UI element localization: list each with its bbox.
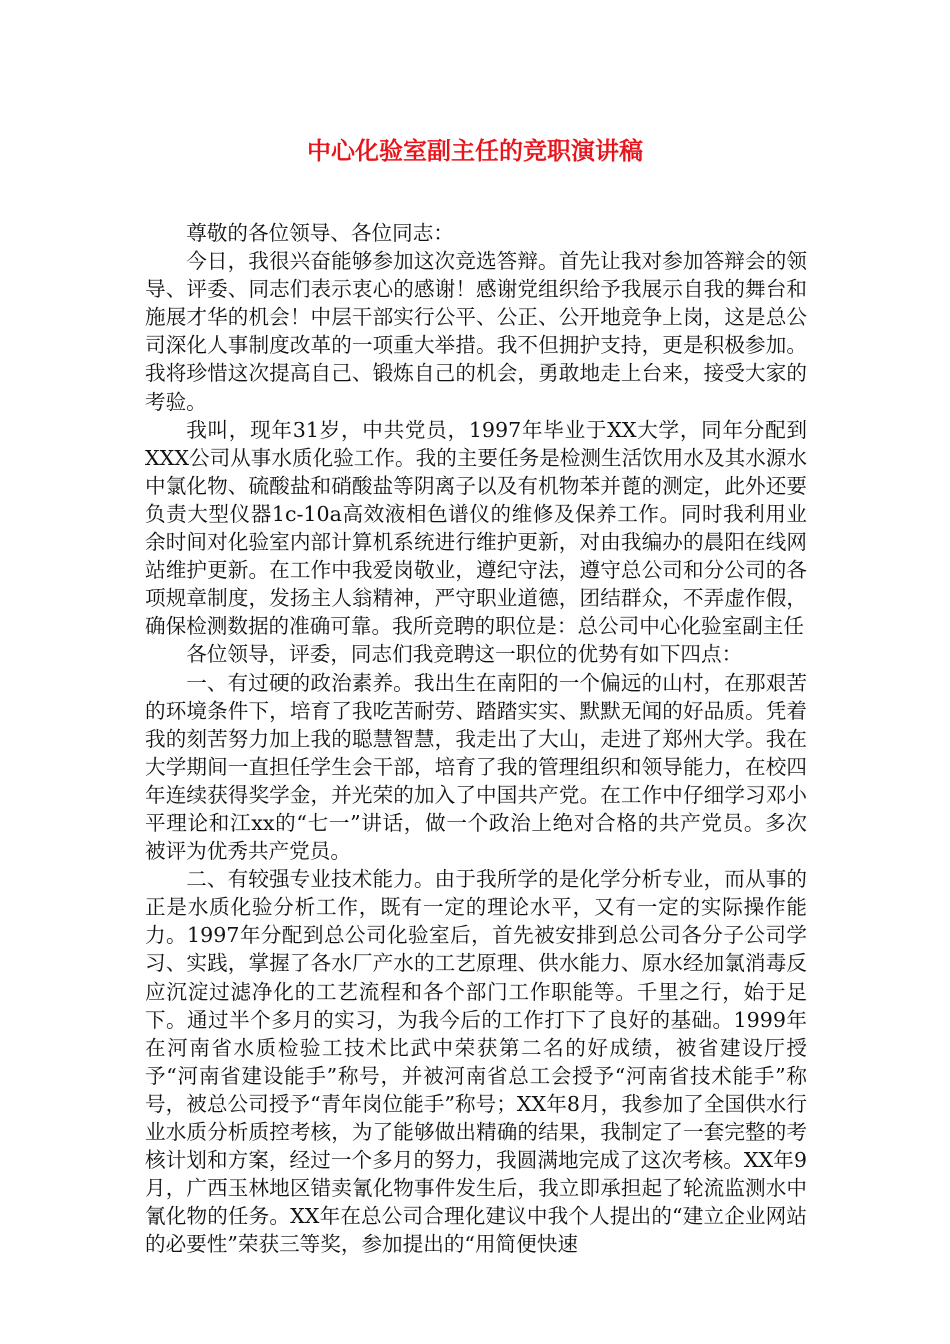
body-paragraph: 二、有较强专业技术能力。由于我所学的是化学分析专业，而从事的正是水质化验分析工作，既有一定的理论水平，又有一定的实际操作能力。1997年分配到总公司化验室后，首先被安排到总公司各分子公司学习、实践，掌握了各水厂产水的工艺原理、供水能力、原水经加氯消毒反应沉淀过滤净化的工艺流程和各个部门工作职能等。千里之行，始于足下。通过半个多月的实习，为我今后的工作打下了良好的基础。1999年在河南省水质检验工技术比武中荣获第二名的好成绩，被省建设厅授予“河南省建设能手”称号，并被河南省总工会授予“河南省技术能手”称号，被总公司授予“青年岗位能手”称号；XX年8月，我参加了全国供水行业水质分析质控考核，为了能够做出精确的结果，我制定了一套完整的考核计划和方案，经过一个多月的努力，我圆满地完成了这次考核。XX年9月，广西玉林地区错卖氰化物事件发生后，我立即承担起了轮流监测水中氰化物的任务。XX年在总公司合理化建议中我个人提出的“建立企业网站的必要性”荣获三等奖，参加提出的“用简便快速 [145,867,807,1257]
salutation-paragraph: 尊敬的各位领导、各位同志： [186,221,454,245]
body-paragraph: 各位领导，评委，同志们我竞聘这一职位的优势有如下四点： [186,642,743,667]
body-paragraph: 我叫，现年31岁，中共党员，1997年毕业于XX大学，同年分配到XXX公司从事水质化验工作。我的主要任务是检测生活饮用水及其水源水中氯化物、硫酸盐和硝酸盐等阴离子以及有机物苯并蓖的测定，此外还要负责大型仪器1c-10a高效液相色谱仪的维修及保养工作。同时我利用业余时间对化验室内部计算机系统进行维护更新，对由我编办的晨阳在线网站维护更新。在工作中我爱岗敬业，遵纪守法，遵守总公司和分公司的各项规章制度，发扬主人翁精神，严守职业道德，团结群众，不弄虚作假，确保检测数据的准确可靠。我所竞聘的职位是：总公司中心化验室副主任 [145,417,807,639]
body-paragraph: 今日，我很兴奋能够参加这次竞选答辩。首先让我对参加答辩会的领导、评委、同志们表示衷心的感谢！感谢党组织给予我展示自我的舞台和施展才华的机会！中层干部实行公平、公正、公开地竞争上岗，这是总公司深化人事制度改革的一项重大举措。我不但拥护支持，更是积极参加。我将珍惜这次提高自己、锻炼自己的机会，勇敢地走上台来，接受大家的考验。 [145,249,807,414]
document-body [145,219,807,1258]
body-paragraph: 一、有过硬的政治素养。我出生在南阳的一个偏远的山村，在那艰苦的环境条件下，培育了我吃苦耐劳、踏踏实实、默默无闻的好品质。凭着我的刻苦努力加上我的聪慧智慧，我走出了大山，走进了郑州大学。我在大学期间一直担任学生会干部，培育了我的管理组织和领导能力，在校四年连续获得奖学金，并光荣的加入了中国共产党。在工作中仔细学习邓小平理论和江xx的“七一”讲话，做一个政治上绝对合格的共产党员。多次被评为优秀共产党员。 [145,670,807,864]
document-title: 中心化验室副主任的竞职演讲稿 [307,137,643,165]
